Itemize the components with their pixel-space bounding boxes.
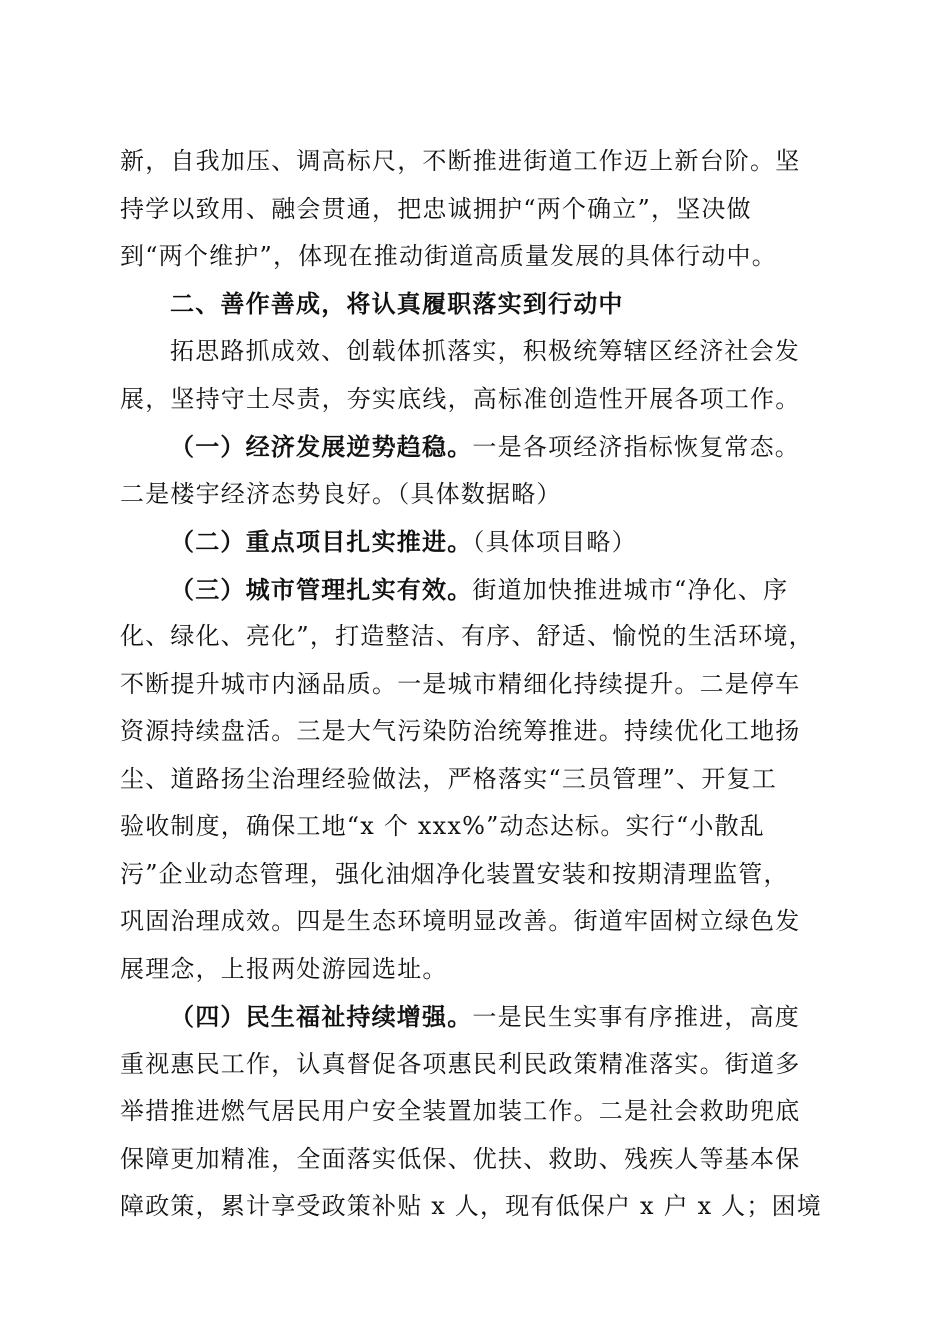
document-page — [120, 138, 830, 1231]
paragraph-line: 障政策，累计享受政策补贴 x 人，现有低保户 x 户 x 人；困境 — [120, 1192, 822, 1220]
paragraph-line: 展，坚持守土尽责，夯实底线，高标准创造性开展各项工作。 — [120, 384, 801, 413]
item-4-title: （四）民生福祉持续增强。 — [170, 1002, 473, 1031]
paragraph-line: 化、绿化、亮化”，打造整洁、有序、舒适、愉悦的生活环境， — [120, 622, 814, 650]
paragraph-line: 重视惠民工作，认真督促各项惠民利民政策精准落实。街道多 — [120, 1049, 801, 1078]
item-4-line — [120, 993, 830, 1041]
paragraph-line: 保障更加精准，全面落实低保、优扶、救助、残疾人等基本保 — [120, 1144, 801, 1173]
paragraph-line: 展理念，上报两处游园选址。 — [120, 954, 448, 983]
item-4-text: 一是民生实事有序推进，高度 — [472, 1003, 801, 1031]
item-3-line — [120, 566, 830, 614]
section-heading: 二、善作善成，将认真履职落实到行动中 — [170, 289, 624, 318]
paragraph-line: 拓思路抓成效、创载体抓落实，积极统筹辖区经济社会发 — [170, 337, 800, 365]
item-2-text: （具体项目略） — [472, 528, 637, 556]
item-1-text: 一是各项经济指标恢复常态。 — [472, 433, 801, 461]
paragraph-line: 到“两个维护”，体现在推动街道高质量发展的具体行动中。 — [120, 242, 777, 270]
paragraph-line: 尘、道路扬尘治理经验做法，严格落实“三员管理”、开复工 — [120, 764, 777, 793]
paragraph-line: 污”企业动态管理，强化油烟净化装置安装和按期清理监管， — [120, 859, 789, 888]
item-1-line — [120, 423, 830, 471]
paragraph-line: 资源持续盘活。三是大气污染防治统筹推进。持续优化工地扬 — [120, 717, 801, 745]
item-2-title: （二）重点项目扎实推进。 — [170, 527, 473, 556]
paragraph-line: 二是楼宇经济态势良好。（具体数据略） — [120, 479, 562, 508]
paragraph-line: 持学以致用、融会贯通，把忠诚拥护“两个确立”，坚决做 — [120, 194, 752, 223]
paragraph-line: 新，自我加压、调高标尺，不断推进街道工作迈上新台阶。坚 — [120, 147, 801, 175]
paragraph-line: 巩固治理成效。四是生态环境明显改善。街道牢固树立绿色发 — [120, 907, 801, 935]
paragraph-line: 验收制度，确保工地“x 个 xxx%”动态达标。实行“小散乱 — [120, 812, 766, 840]
paragraph-line: 举措推进燃气居民用户安全装置加装工作。二是社会救助兜底 — [120, 1097, 801, 1125]
item-3-text: 街道加快推进城市“净化、序 — [472, 575, 789, 604]
paragraph-line: 不断提升城市内涵品质。一是城市精细化持续提升。二是停车 — [120, 669, 801, 698]
item-1-title: （一）经济发展逆势趋稳。 — [170, 432, 473, 461]
item-2-line — [120, 518, 830, 566]
item-3-title: （三）城市管理扎实有效。 — [170, 574, 473, 604]
